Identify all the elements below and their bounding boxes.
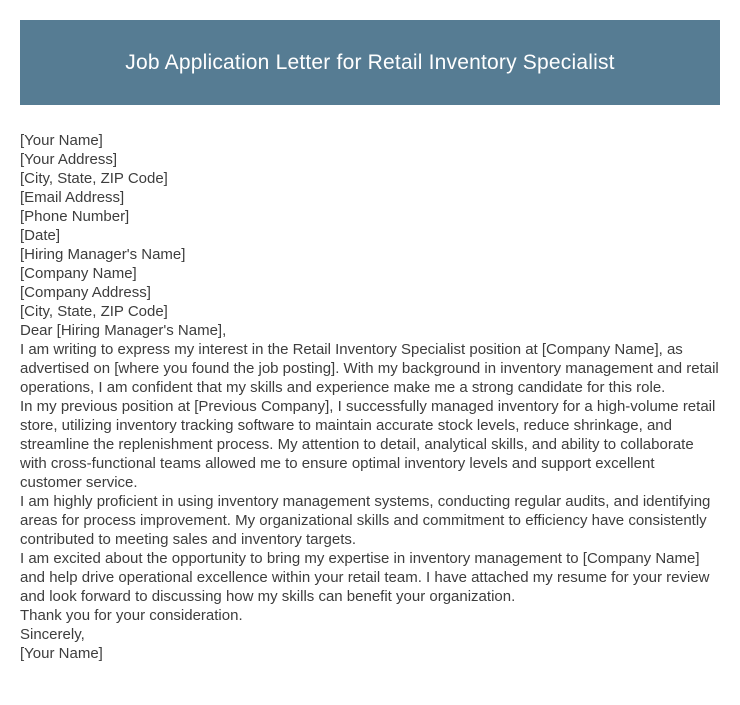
letter-title-banner [20,20,720,105]
paragraph: I am excited about the opportunity to bring my expertise in inventory management to [Company Name] and help drive operational excellence within your retail team. I have attached my resume for your review and look forward to discussing how my skills can benefit your organization. [20,550,710,605]
address-line: [Company Name] [20,265,137,282]
address-line: [Email Address] [20,189,125,206]
paragraph: In my previous position at [Previous Company], I successfully managed inventory for a high-volume retail store, utilizing inventory tracking software to maintain accurate stock levels, reduce shrinkage, and streamline the replenishment process. My attention to detail, analytical skills, and ability to collaborate with cross-functional teams allowed me to ensure optimal inventory levels and support excellent customer service. [20,398,716,491]
closing-line: Sincerely, [20,626,85,643]
address-line: [Company Address] [20,284,151,301]
address-line: [City, State, ZIP Code] [20,170,168,187]
address-line: [Hiring Manager's Name] [20,246,186,263]
address-line: [Your Name] [20,132,103,149]
address-line: [Phone Number] [20,208,130,225]
address-line: [City, State, ZIP Code] [20,303,168,320]
paragraph: I am highly proficient in using inventory management systems, conducting regular audits, and identifying areas for process improvement. My organizational skills and commitment to efficiency have consistently contributed to meeting sales and inventory targets. [20,493,711,548]
paragraph: I am writing to express my interest in the Retail Inventory Specialist position at [Company Name], as advertised on [where you found the job posting]. With my background in inventory management and retail operations, I am confident that my skills and experience make me a strong candidate for this role. [20,341,719,396]
signature: [Your Name] [20,645,103,662]
page-title: Job Application Letter for Retail Inventory Specialist [125,50,615,74]
address-line: [Your Address] [20,151,118,168]
letter-body [20,131,720,663]
address-line: [Date] [20,227,61,244]
salutation: Dear [Hiring Manager's Name], [20,322,227,339]
closing-line: Thank you for your consideration. [20,607,243,624]
